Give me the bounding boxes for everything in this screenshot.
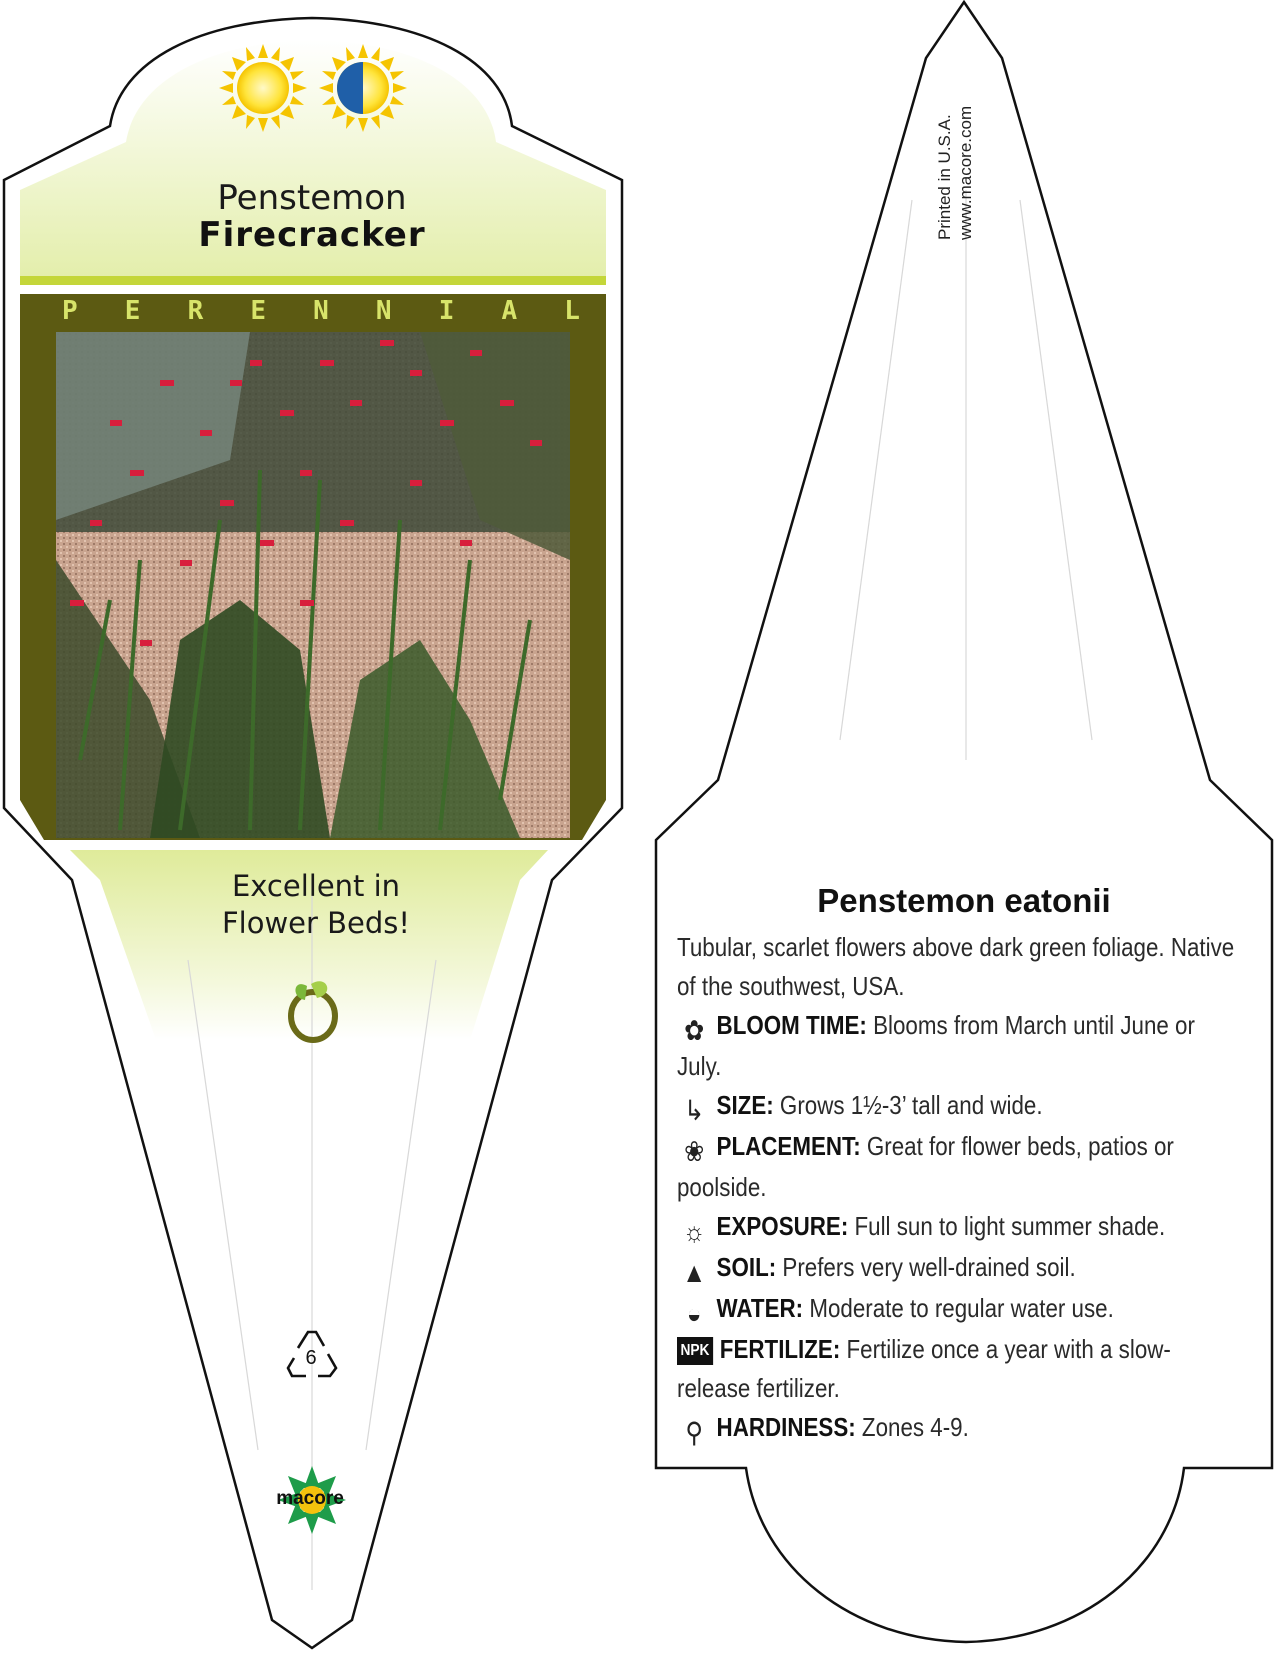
thermometer-icon: ⚲: [685, 1417, 704, 1448]
care-item-water: [677, 1289, 1236, 1330]
flower-icon: ✿: [684, 1015, 705, 1046]
category-letter: R: [187, 296, 204, 326]
printed-info: [935, 60, 975, 240]
part-sun-icon: [319, 44, 407, 132]
category-letter: E: [124, 296, 141, 326]
brand-name: macore: [276, 1488, 344, 1509]
care-info: [677, 928, 1236, 1449]
care-label: BLOOM TIME:: [716, 1010, 867, 1040]
watering-can-icon: ◒: [686, 1298, 702, 1329]
tagline: [160, 868, 472, 942]
category-letter: A: [501, 296, 518, 326]
care-text: Great for flower beds, patios or poolside.: [677, 1131, 1174, 1202]
care-text: Grows 1½-3’ tall and wide.: [779, 1090, 1043, 1120]
care-label: EXPOSURE:: [716, 1211, 849, 1241]
recycle-number: 6: [305, 1347, 317, 1369]
care-text: Blooms from March until June or July.: [677, 1010, 1195, 1081]
care-label: PLACEMENT:: [716, 1131, 861, 1161]
sun-icon: ☼: [683, 1216, 706, 1247]
care-item-soil: [677, 1248, 1236, 1289]
common-name-line2: Firecracker: [198, 215, 426, 255]
care-text: Zones 4-9.: [861, 1412, 969, 1442]
care-text: Full sun to light summer shade.: [854, 1211, 1166, 1241]
category-letter: E: [250, 296, 266, 326]
care-label: SOIL:: [716, 1252, 777, 1282]
size-icon: ↳: [684, 1095, 705, 1126]
placement-icon: ❀: [684, 1136, 705, 1167]
category-letter: N: [313, 296, 329, 326]
care-label: HARDINESS:: [716, 1412, 856, 1442]
care-label: FERTILIZE:: [719, 1334, 841, 1364]
npk-icon: NPK: [677, 1337, 713, 1365]
care-text: Moderate to regular water use.: [809, 1293, 1114, 1323]
category-letter: N: [375, 296, 392, 326]
category-label: [20, 296, 610, 326]
care-item-hardiness: [677, 1408, 1236, 1449]
care-label: SIZE:: [716, 1090, 774, 1120]
care-text: Fertilize once a year with a slow-release fertilizer.: [677, 1334, 1171, 1403]
description: Tubular, scarlet flowers above dark green foliage. Native of the southwest, USA.: [677, 932, 1235, 1001]
tagline-line1: Excellent in: [231, 869, 401, 903]
category-letter: I: [438, 296, 455, 326]
care-item-size: [677, 1086, 1236, 1127]
common-name-line1: Penstemon: [217, 178, 407, 218]
scientific-name: Penstemon eatonii: [817, 882, 1111, 919]
printed-line2: www.macore.com: [956, 105, 975, 240]
tagline-line2: Flower Beds!: [221, 906, 411, 940]
care-item-fertilize: [677, 1330, 1236, 1408]
category-letter: P: [62, 296, 78, 326]
full-sun-icon: [219, 44, 307, 132]
category-letter: L: [564, 296, 580, 326]
care-label: WATER:: [716, 1293, 804, 1323]
plant-photo: [56, 332, 570, 838]
care-item-placement: [677, 1127, 1236, 1207]
care-item-exposure: [677, 1207, 1236, 1248]
care-item-bloom: [677, 1006, 1236, 1086]
printed-line1: Printed in U.S.A.: [935, 114, 954, 240]
care-text: Prefers very well-drained soil.: [782, 1252, 1076, 1282]
soil-icon: ▲: [682, 1257, 707, 1288]
